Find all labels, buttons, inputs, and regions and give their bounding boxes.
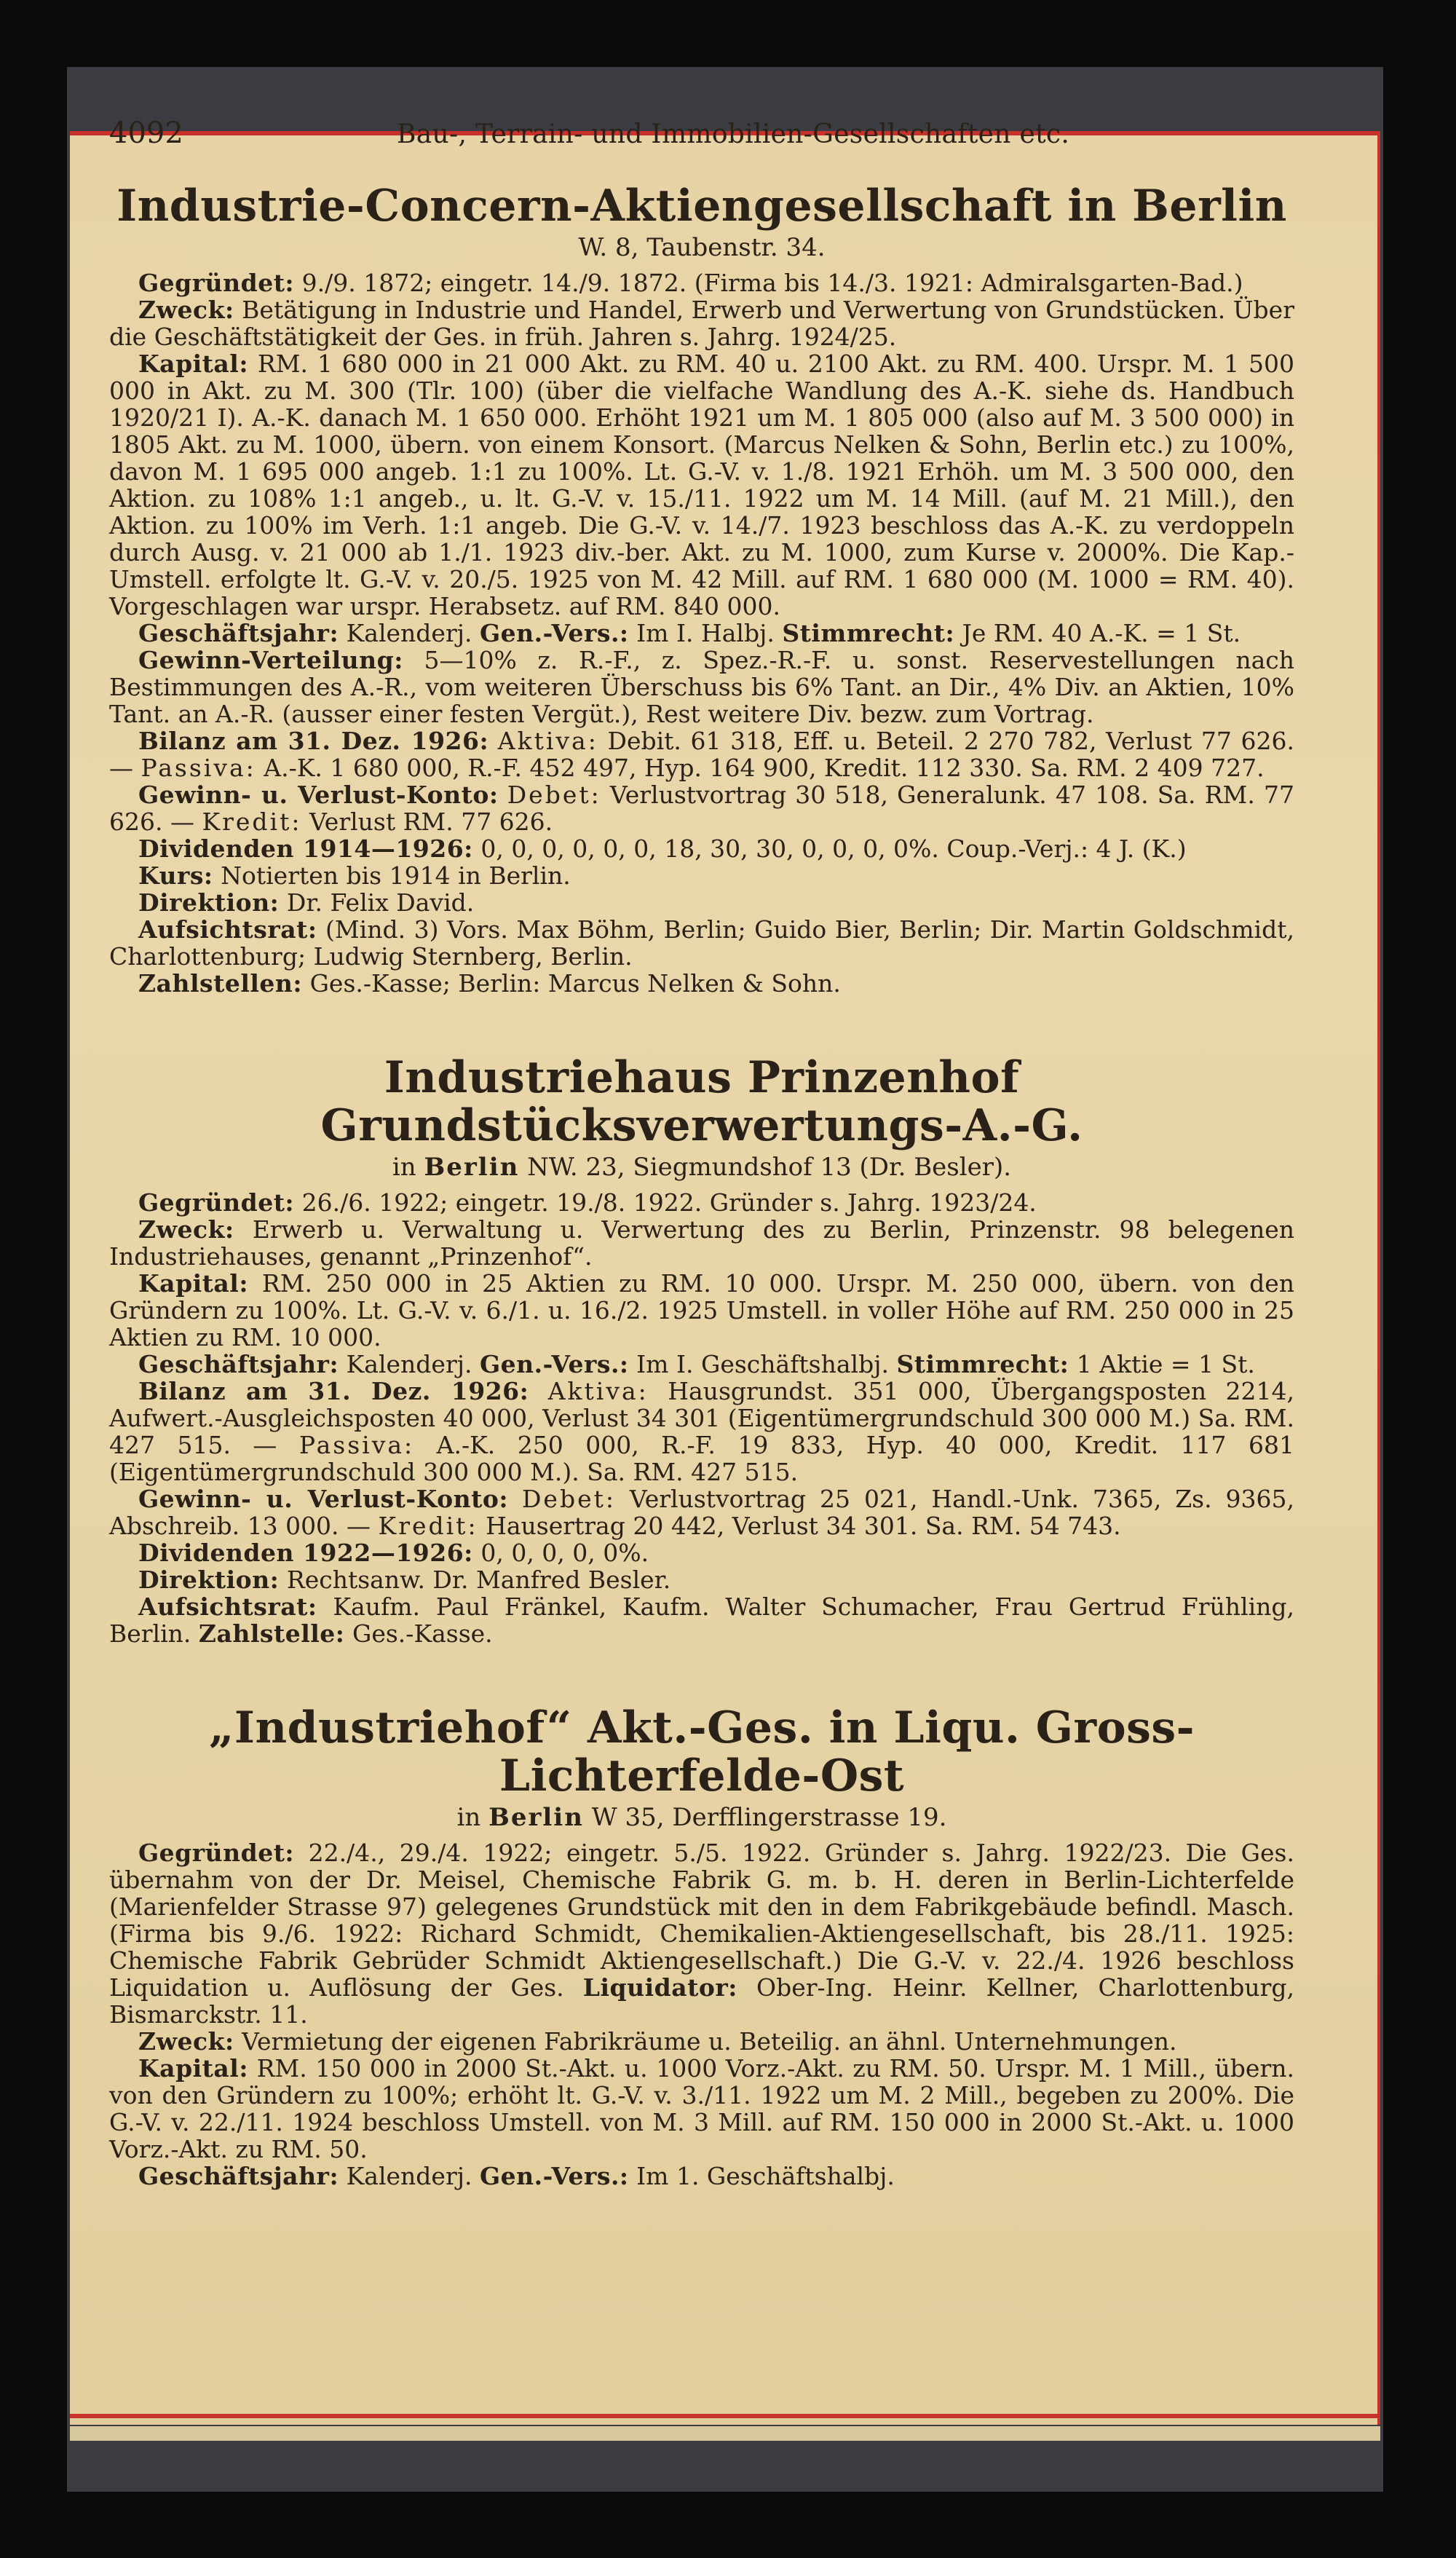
entry-gegruendet: Gegründet: 9./9. 1872; eingetr. 14./9. 1872. (Firma bis 14./3. 1921: Admiralsgarten-Bad.) — [138, 269, 1243, 297]
entry-gegruendet: Gegründet: 26./6. 1922; eingetr. 19./8. 1922. Gründer s. Jahrg. 1923/24. — [138, 1188, 1037, 1217]
company-title: Industriehaus Prinzenhof Grundstücksverwertungs-A.-G. — [320, 1052, 1083, 1151]
running-head — [109, 117, 1294, 157]
entry-zweck: Zweck: Betätigung in Industrie und Handel, Erwerb und Verwertung von Grundstücken. Über die Geschäftstätigkeit der Ges. in früh. Jahren s. Jahrg. 1924/25. — [109, 296, 1294, 351]
entry-bilanz: Bilanz am 31. Dez. 1926: Aktiva: Debit. 61 318, Eff. u. Beteil. 2 270 782, Verlust 77 626. — Passiva: A.-K. 1 680 000, R.-F. 452 497, Hyp. 164 900, Kredit. 112 330. Sa. RM. 2 409 727. — [109, 727, 1294, 782]
entry-dividenden: Dividenden 1914—1926: 0, 0, 0, 0, 0, 0, 18, 30, 30, 0, 0, 0, 0%. Coup.-Verj.: 4 J. (K.) — [138, 834, 1187, 863]
entry-geschaeftsjahr: Geschäftsjahr: Kalenderj. Gen.-Vers.: Im I. Halbj. Stimmrecht: Je RM. 40 A.-K. = 1 St. — [138, 619, 1241, 647]
entry-zweck: Zweck: Erwerb u. Verwaltung u. Verwertung des zu Berlin, Prinzenstr. 98 belegenen Industriehauses, genannt „Prinzenhof“. — [109, 1215, 1294, 1271]
company-address: in Berlin NW. 23, Siegmundshof 13 (Dr. Besler). — [392, 1153, 1012, 1182]
section-gap — [109, 1647, 1294, 1679]
entry-dividenden: Dividenden 1922—1926: 0, 0, 0, 0, 0%. — [138, 1539, 649, 1567]
company-title: Industrie-Concern-Aktiengesellschaft in Berlin — [116, 181, 1287, 232]
entry-gewinn-verlust: Gewinn- u. Verlust-Konto: Debet: Verlustvortrag 25 021, Handl.-Unk. 7365, Zs. 9365, Abschreib. 13 000. — Kredit: Hausertrag 20 442, Verlust 34 301. Sa. RM. 54 743. — [109, 1485, 1294, 1540]
entry-bilanz: Bilanz am 31. Dez. 1926: Aktiva: Hausgrundst. 351 000, Übergangsposten 2214, Aufwert.-Ausgleichsposten 40 000, Verlust 34 301 (Eigentümergrundschuld 300 000 M.) Sa. RM. 427 515. — Passiva: A.-K. 250 000, R.-F. 19 833, Hyp. 40 000, Kredit. 117 681 (Eigentümergrundschuld 300 000 M.). Sa. RM. 427 515. — [109, 1377, 1295, 1486]
entry-gegruendet: Gegründet: 22./4., 29./4. 1922; eingetr. 5./5. 1922. Gründer s. Jahrg. 1922/23. Die Ges. übernahm von der Dr. Meisel, Chemische Fabrik G. m. b. H. deren in Berlin-Lichterfelde (Marienfelder Strasse 97) gelegenes Grundstück mit den in dem Fabrikgebäude befindl. Masch. (Firma bis 9./6. 1922: Richard Schmidt, Chemikalien-Aktiengesellschaft, bis 28./11. 1925: Chemische Fabrik Gebrüder Schmidt Aktiengesellschaft.) Die G.-V. v. 22./4. 1926 beschloss Liquidation u. Auflösung der Ges. Liquidator: Ober-Ing. Heinr. Kellner, Charlottenburg, Bismarckstr. 11. — [109, 1839, 1294, 2029]
entry-gewinn-verteilung: Gewinn-Verteilung: 5—10% z. R.-F., z. Spez.-R.-F. u. sonst. Reservestellungen nach Bestimmungen des A.-R., vom weiteren Überschuss bis 6% Tant. an Dir., 4% Div. an Aktien, 10% Tant. an A.-R. (ausser einer festen Vergüt.), Rest weitere Div. bezw. zum Vortrag. — [109, 646, 1294, 728]
entry-kapital: Kapital: RM. 1 680 000 in 21 000 Akt. zu RM. 40 u. 2100 Akt. zu RM. 400. Urspr. M. 1 500 000 in Akt. zu M. 300 (Tlr. 100) (über die vielfache Wandlung des A.-K. siehe ds. Handbuch 1920/21 I). A.-K. danach M. 1 650 000. Erhöht 1921 um M. 1 805 000 (also auf M. 3 500 000) in 1805 Akt. zu M. 1000, übern. von einem Konsort. (Marcus Nelken & Sohn, Berlin etc.) zu 100%, davon M. 1 695 000 angeb. 1:1 zu 100%. Lt. G.-V. v. 1./8. 1921 Erhöh. um M. 3 500 000, den Aktion. zu 108% 1:1 angeb., u. lt. G.-V. v. 15./11. 1922 um M. 14 Mill. (auf M. 21 Mill.), den Aktion. zu 100% im Verh. 1:1 angeb. Die G.-V. v. 14./7. 1923 beschloss das A.-K. zu verdoppeln durch Ausg. v. 21 000 ab 1./1. 1923 div.-ber. Akt. zu M. 1000, zum Kurse v. 2000%. Die Kap.-Umstell. erfolgte lt. G.-V. v. 20./5. 1925 von M. 42 Mill. auf RM. 1 680 000 (M. 1000 = RM. 40). Vorgeschlagen war urspr. Herabsetz. auf RM. 840 000. — [109, 350, 1294, 620]
running-title: Bau-, Terrain- und Immobilien-Gesellschaften etc. — [397, 119, 1070, 149]
company-entry-2 — [109, 1054, 1294, 1647]
entry-zweck: Zweck: Vermietung der eigenen Fabrikräume u. Beteilig. an ähnl. Unternehmungen. — [138, 2027, 1177, 2056]
entry-aufsichtsrat: Aufsichtsrat: Kaufm. Paul Fränkel, Kaufm. Walter Schumacher, Frau Gertrud Frühling, Berlin. Zahlstelle: Ges.-Kasse. — [109, 1592, 1294, 1648]
page-edge-strip — [70, 2426, 1380, 2441]
entry-zahlstellen: Zahlstellen: Ges.-Kasse; Berlin: Marcus Nelken & Sohn. — [138, 969, 841, 998]
entry-kapital: Kapital: RM. 150 000 in 2000 St.-Akt. u. 1000 Vorz.-Akt. zu RM. 50. Urspr. M. 1 Mill., übern. von den Gründern zu 100%; erhöht lt. G.-V. v. 3./11. 1922 um M. 2 Mill., begeben zu 200%. Die G.-V. v. 22./11. 1924 beschloss Umstell. von M. 3 Mill. auf RM. 150 000 in 2000 St.-Akt. u. 1000 Vorz.-Akt. zu RM. 50. — [109, 2054, 1294, 2163]
red-edge-bottom — [70, 2414, 1380, 2418]
entry-direktion: Direktion: Rechtsanw. Dr. Manfred Besler. — [138, 1566, 671, 1594]
company-entry-3 — [109, 1704, 1294, 2190]
entry-geschaeftsjahr: Geschäftsjahr: Kalenderj. Gen.-Vers.: Im I. Geschäftshalbj. Stimmrecht: 1 Aktie = 1 St. — [138, 1350, 1255, 1378]
company-entry-1 — [109, 182, 1294, 997]
company-address: in Berlin W 35, Derfflingerstrasse 19. — [456, 1803, 947, 1832]
red-edge-right — [1377, 131, 1380, 2425]
entry-geschaeftsjahr: Geschäftsjahr: Kalenderj. Gen.-Vers.: Im 1. Geschäftshalbj. — [138, 2162, 895, 2190]
page-content — [109, 117, 1294, 2190]
entry-kapital: Kapital: RM. 250 000 in 25 Aktien zu RM. 10 000. Urspr. M. 250 000, übern. von den Gründern zu 100%. Lt. G.-V. v. 6./1. u. 16./2. 1925 Umstell. in voller Höhe auf RM. 250 000 in 25 Aktien zu RM. 10 000. — [109, 1269, 1294, 1351]
entry-gewinn-verlust: Gewinn- u. Verlust-Konto: Debet: Verlustvortrag 30 518, Generalunk. 47 108. Sa. RM. 77 626. — Kredit: Verlust RM. 77 626. — [109, 781, 1294, 836]
section-gap — [109, 997, 1294, 1029]
entry-aufsichtsrat: Aufsichtsrat: (Mind. 3) Vors. Max Böhm, Berlin; Guido Bier, Berlin; Dir. Martin Goldschmidt, Charlottenburg; Ludwig Sternberg, Berlin. — [109, 915, 1294, 971]
entry-direktion: Direktion: Dr. Felix David. — [138, 888, 475, 917]
entry-kurs: Kurs: Notierten bis 1914 in Berlin. — [138, 861, 571, 890]
company-title: „Industriehof“ Akt.-Ges. in Liqu. Gross-Lichterfelde-Ost — [208, 1702, 1195, 1801]
company-address: W. 8, Taubenstr. 34. — [578, 233, 826, 262]
page-number: 4092 — [109, 117, 183, 150]
